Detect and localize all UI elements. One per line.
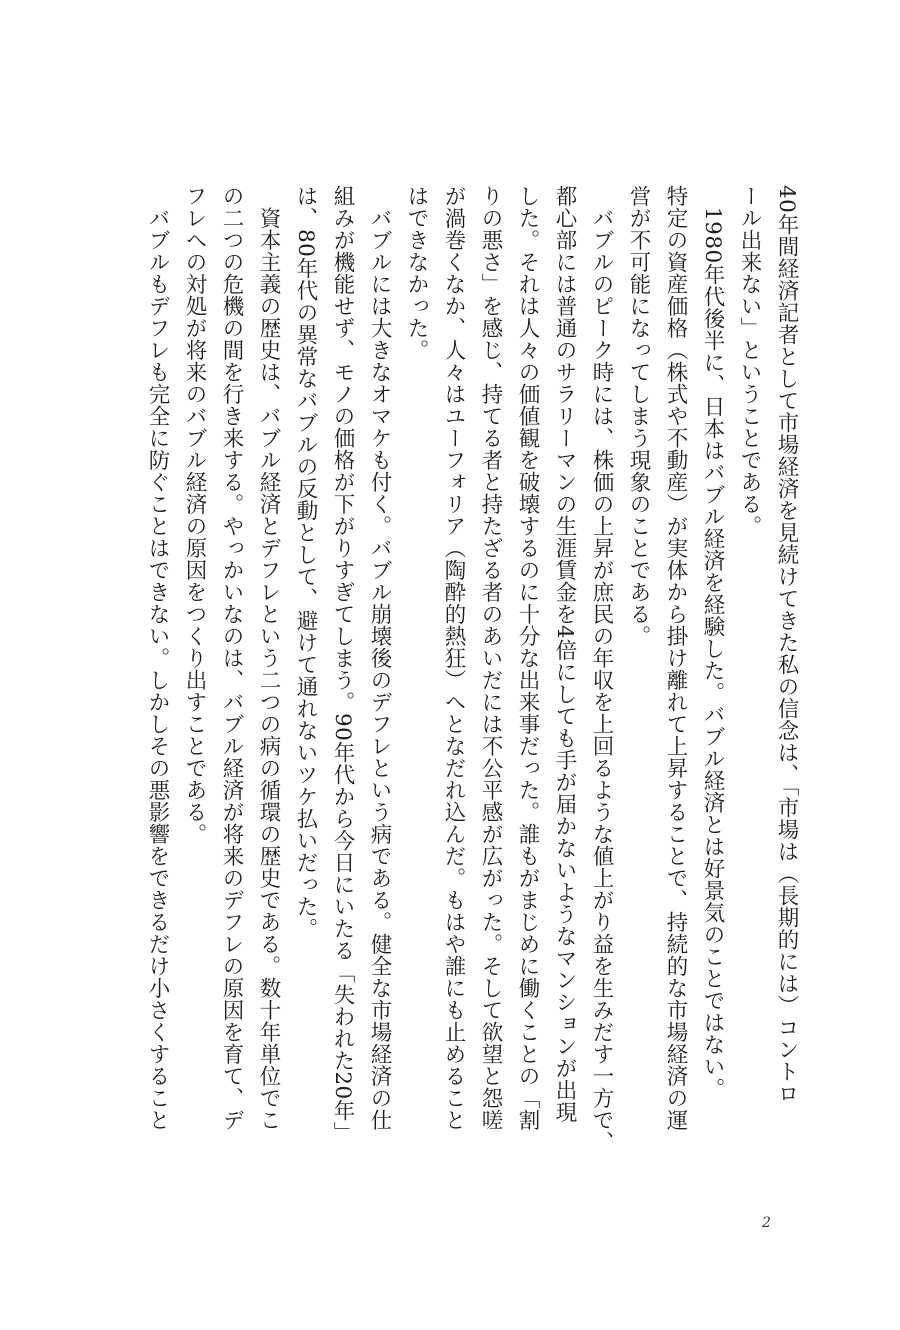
text-line: ール出来ない」ということである。 bbox=[737, 185, 762, 537]
text-line: バブルのピーク時には、株価の上昇が庶民の年収を上回るような値上がり益を生みだす一方で、 bbox=[589, 185, 614, 1153]
text-line: が渦巻くなか、人々はユーフォリア（陶酔的熱狂）へとなだれ込んだ。もはや誰にも止めること bbox=[441, 185, 466, 1131]
text-line: した。それは人々の価値観を破壊するのに十分な出来事だった。誰もがまじめに働くことの「割 bbox=[515, 185, 540, 1131]
page-number: 2 bbox=[762, 1215, 771, 1231]
text-line: 資本主義の歴史は、バブル経済とデフレという二つの病の循環の歴史である。数十年単位でこ bbox=[256, 185, 281, 1131]
text-line: 組みが機能せず、モノの価格が下がりすぎてしまう。90年代から今日にいたる「失われた20年」 bbox=[330, 185, 355, 1144]
text-line: 営が不可能になってしまう現象のことである。 bbox=[626, 185, 651, 647]
text-line: は、80年代の異常なバブルの反動として、避けて通れないツケ払いだった。 bbox=[293, 185, 318, 940]
text-line: バブルには大きなオマケも付く。バブル崩壊後のデフレという病である。健全な市場経済の仕 bbox=[367, 185, 392, 1131]
vertical-body-text bbox=[139, 185, 805, 1195]
text-line: 1980年代後半に、日本はバブル経済を経験した。バブル経済とは好景気のことではない。 bbox=[700, 185, 725, 1100]
text-line: バブルもデフレも完全に防ぐことはできない。しかしその悪影響をできるだけ小さくすること bbox=[145, 185, 170, 1131]
text-line: 40年間経済記者として市場経済を見続けてきた私の信念は、「市場は（長期的には）コントロ bbox=[774, 185, 799, 1105]
text-line: はできなかった。 bbox=[404, 185, 429, 361]
text-line: 特定の資産価格（株式や不動産）が実体から掛け離れて上昇することで、持続的な市場経済の運 bbox=[663, 185, 688, 1131]
text-line: の二つの危機の間を行き来する。やっかいなのは、バブル経済が将来のデフレの原因を育て、デ bbox=[219, 185, 244, 1131]
text-line: 都心部には普通のサラリーマンの生涯賃金を4倍にしても手が届かないようなマンションが出現 bbox=[552, 185, 577, 1124]
text-line: りの悪さ」を感じ、持てる者と持たざる者のあいだには不公平感が広がった。そして欲望と怨嗟 bbox=[478, 185, 503, 1131]
text-line: フレへの対処が将来のバブル経済の原因をつくり出すことである。 bbox=[182, 185, 207, 845]
